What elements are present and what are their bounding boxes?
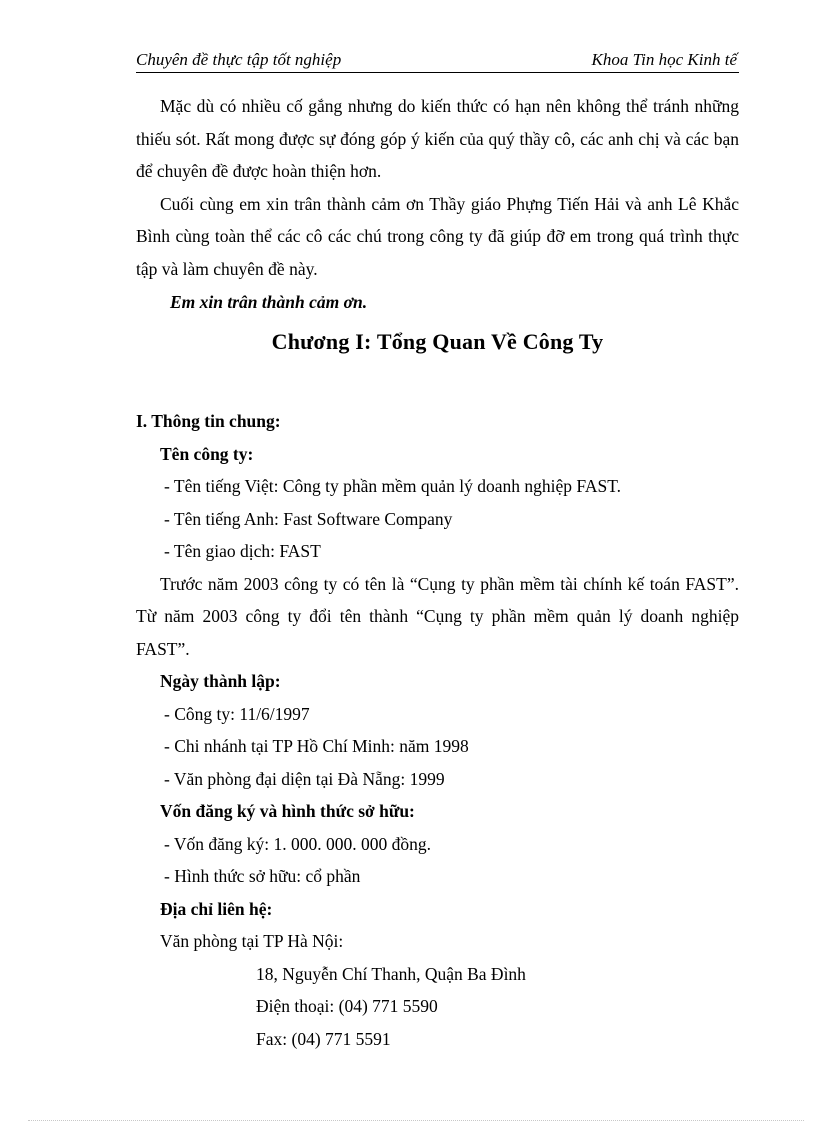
company-name-heading: Tên công ty: <box>160 443 254 464</box>
list-item: - Tên giao dịch: FAST <box>164 541 321 561</box>
list-item: - Hình thức sở hữu: cổ phần <box>164 866 361 886</box>
list-item: - Công ty: 11/6/1997 <box>164 703 310 724</box>
list-item: - Tên tiếng Việt: Công ty phần mềm quản lý doanh nghiệp FAST. <box>164 476 621 496</box>
phone-line: Điện thoại: (04) 771 5590 <box>256 996 438 1016</box>
page-header <box>136 48 739 73</box>
capital-heading: Vốn đăng ký và hình thức sở hữu: <box>160 801 415 821</box>
thanks-line: Em xin trân thành cảm ơn. <box>170 292 368 312</box>
header-left-title: Chuyên đề thực tập tốt nghiệp <box>136 50 342 69</box>
list-item: - Chi nhánh tại TP Hồ Chí Minh: năm 1998 <box>164 736 469 756</box>
header-right-title: Khoa Tin học Kinh tế <box>591 50 737 69</box>
section-heading: I. Thông tin chung: <box>136 411 281 431</box>
office-label: Văn phòng tại TP Hà Nội: <box>160 931 344 951</box>
address-line: 18, Nguyễn Chí Thanh, Quận Ba Đình <box>256 963 526 984</box>
chapter-title: Chương I: Tổng Quan Về Công Ty <box>271 329 604 354</box>
list-item: - Tên tiếng Anh: Fast Software Company <box>164 508 453 529</box>
intro-paragraph-1: Mặc dù có nhiều cố gắng nhưng do kiến thức có hạn nên không thể tránh những thiếu sót. Rất mong được sự đóng góp ý kiến của quý thầy cô, các anh chị và các bạn để chuyên đề được hoàn thiện hơn. <box>136 96 739 181</box>
founded-heading: Ngày thành lập: <box>160 671 281 691</box>
contact-heading: Địa chỉ liên hệ: <box>160 898 273 919</box>
intro-paragraph-2: Cuối cùng em xin trân thành cảm ơn Thầy giáo Phựng Tiến Hải và anh Lê Khắc Bình cùng toàn thể các cô các chú trong công ty đã giúp đỡ em trong quá trình thực tập và làm chuyên đề này. <box>136 193 739 279</box>
list-item: - Vốn đăng ký: 1. 000. 000. 000 đồng. <box>164 833 432 854</box>
name-history-paragraph: Trước năm 2003 công ty có tên là “Cụng ty phần mềm tài chính kế toán FAST”. Từ năm 2003 công ty đổi tên thành “Cụng ty phần mềm quản lý doanh nghiệp FAST”. <box>136 573 739 659</box>
fax-line: Fax: (04) 771 5591 <box>256 1028 391 1049</box>
footer-divider <box>28 1120 804 1121</box>
list-item: - Văn phòng đại diện tại Đà Nẵng: 1999 <box>164 768 445 789</box>
page-content <box>136 90 739 1055</box>
